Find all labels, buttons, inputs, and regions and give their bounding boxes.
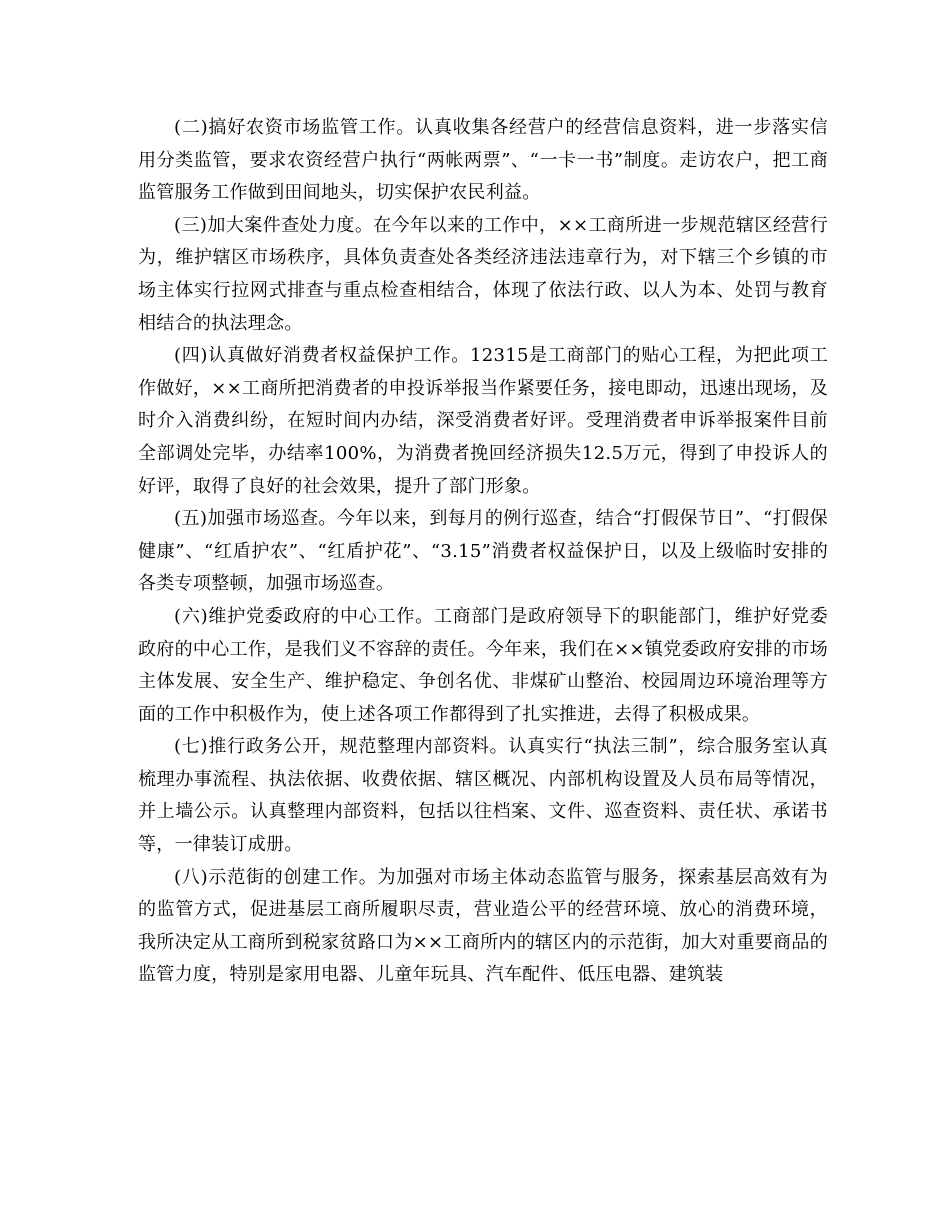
paragraph-8: (八)示范街的创建工作。为加强对市场主体动态监管与服务，探索基层高效有为的监管方式，促进基层工商所履职尽责，营业造公平的经营环境、放心的消费环境，我所决定从工商所到税家贫路口为××工商所内的辖区内的示范街，加大对重要商品的监管力度，特别是家用电器、儿童年玩具、汽车配件、低压电器、建筑装 bbox=[138, 866, 828, 986]
paragraph-7: (七)推行政务公开，规范整理内部资料。认真实行“执法三制”，综合服务室认真梳理办事流程、执法依据、收费依据、辖区概况、内部机构设置及人员布局等情况，并上墙公示。认真整理内部资料，包括以往档案、文件、巡查资料、责任状、承诺书等，一律装订成册。 bbox=[138, 736, 828, 856]
paragraph-2: (二)搞好农资市场监管工作。认真收集各经营户的经营信息资料，进一步落实信用分类监管，要求农资经营户执行“两帐两票”、“一卡一书”制度。走访农户，把工商监管服务工作做到田间地头，切实保护农民利益。 bbox=[138, 117, 828, 204]
paragraph-4: (四)认真做好消费者权益保护工作。12315是工商部门的贴心工程，为把此项工作做好，××工商所把消费者的申投诉举报当作紧要任务，接电即动，迅速出现场，及时介入消费纠纷，在短时间内办结，深受消费者好评。受理消费者申诉举报案件目前全部调处完毕，办结率100%，为消费者挽回经济损失12.5万元，得到了申投诉人的好评，取得了良好的社会效果，提升了部门形象。 bbox=[138, 345, 828, 497]
paragraph-5: (五)加强市场巡查。今年以来，到每月的例行巡查，结合“打假保节日”、“打假保健康”、“红盾护农”、“红盾护花”、“3.15”消费者权益保护日，以及上级临时安排的各类专项整顿，加强市场巡查。 bbox=[138, 508, 828, 595]
paragraph-3: (三)加大案件查处力度。在今年以来的工作中，××工商所进一步规范辖区经营行为，维护辖区市场秩序，具体负责查处各类经济违法违章行为，对下辖三个乡镇的市场主体实行拉网式排查与重点检查相结合，体现了依法行政、以人为本、处罚与教育相结合的执法理念。 bbox=[138, 214, 828, 334]
paragraph-6: (六)维护党委政府的中心工作。工商部门是政府领导下的职能部门，维护好党委政府的中心工作，是我们义不容辞的责任。今年来，我们在××镇党委政府安排的市场主体发展、安全生产、维护稳定、争创名优、非煤矿山整治、校园周边环境治理等方面的工作中积极作为，使上述各项工作都得到了扎实推进，去得了积极成果。 bbox=[138, 605, 828, 725]
document-body bbox=[138, 112, 828, 992]
